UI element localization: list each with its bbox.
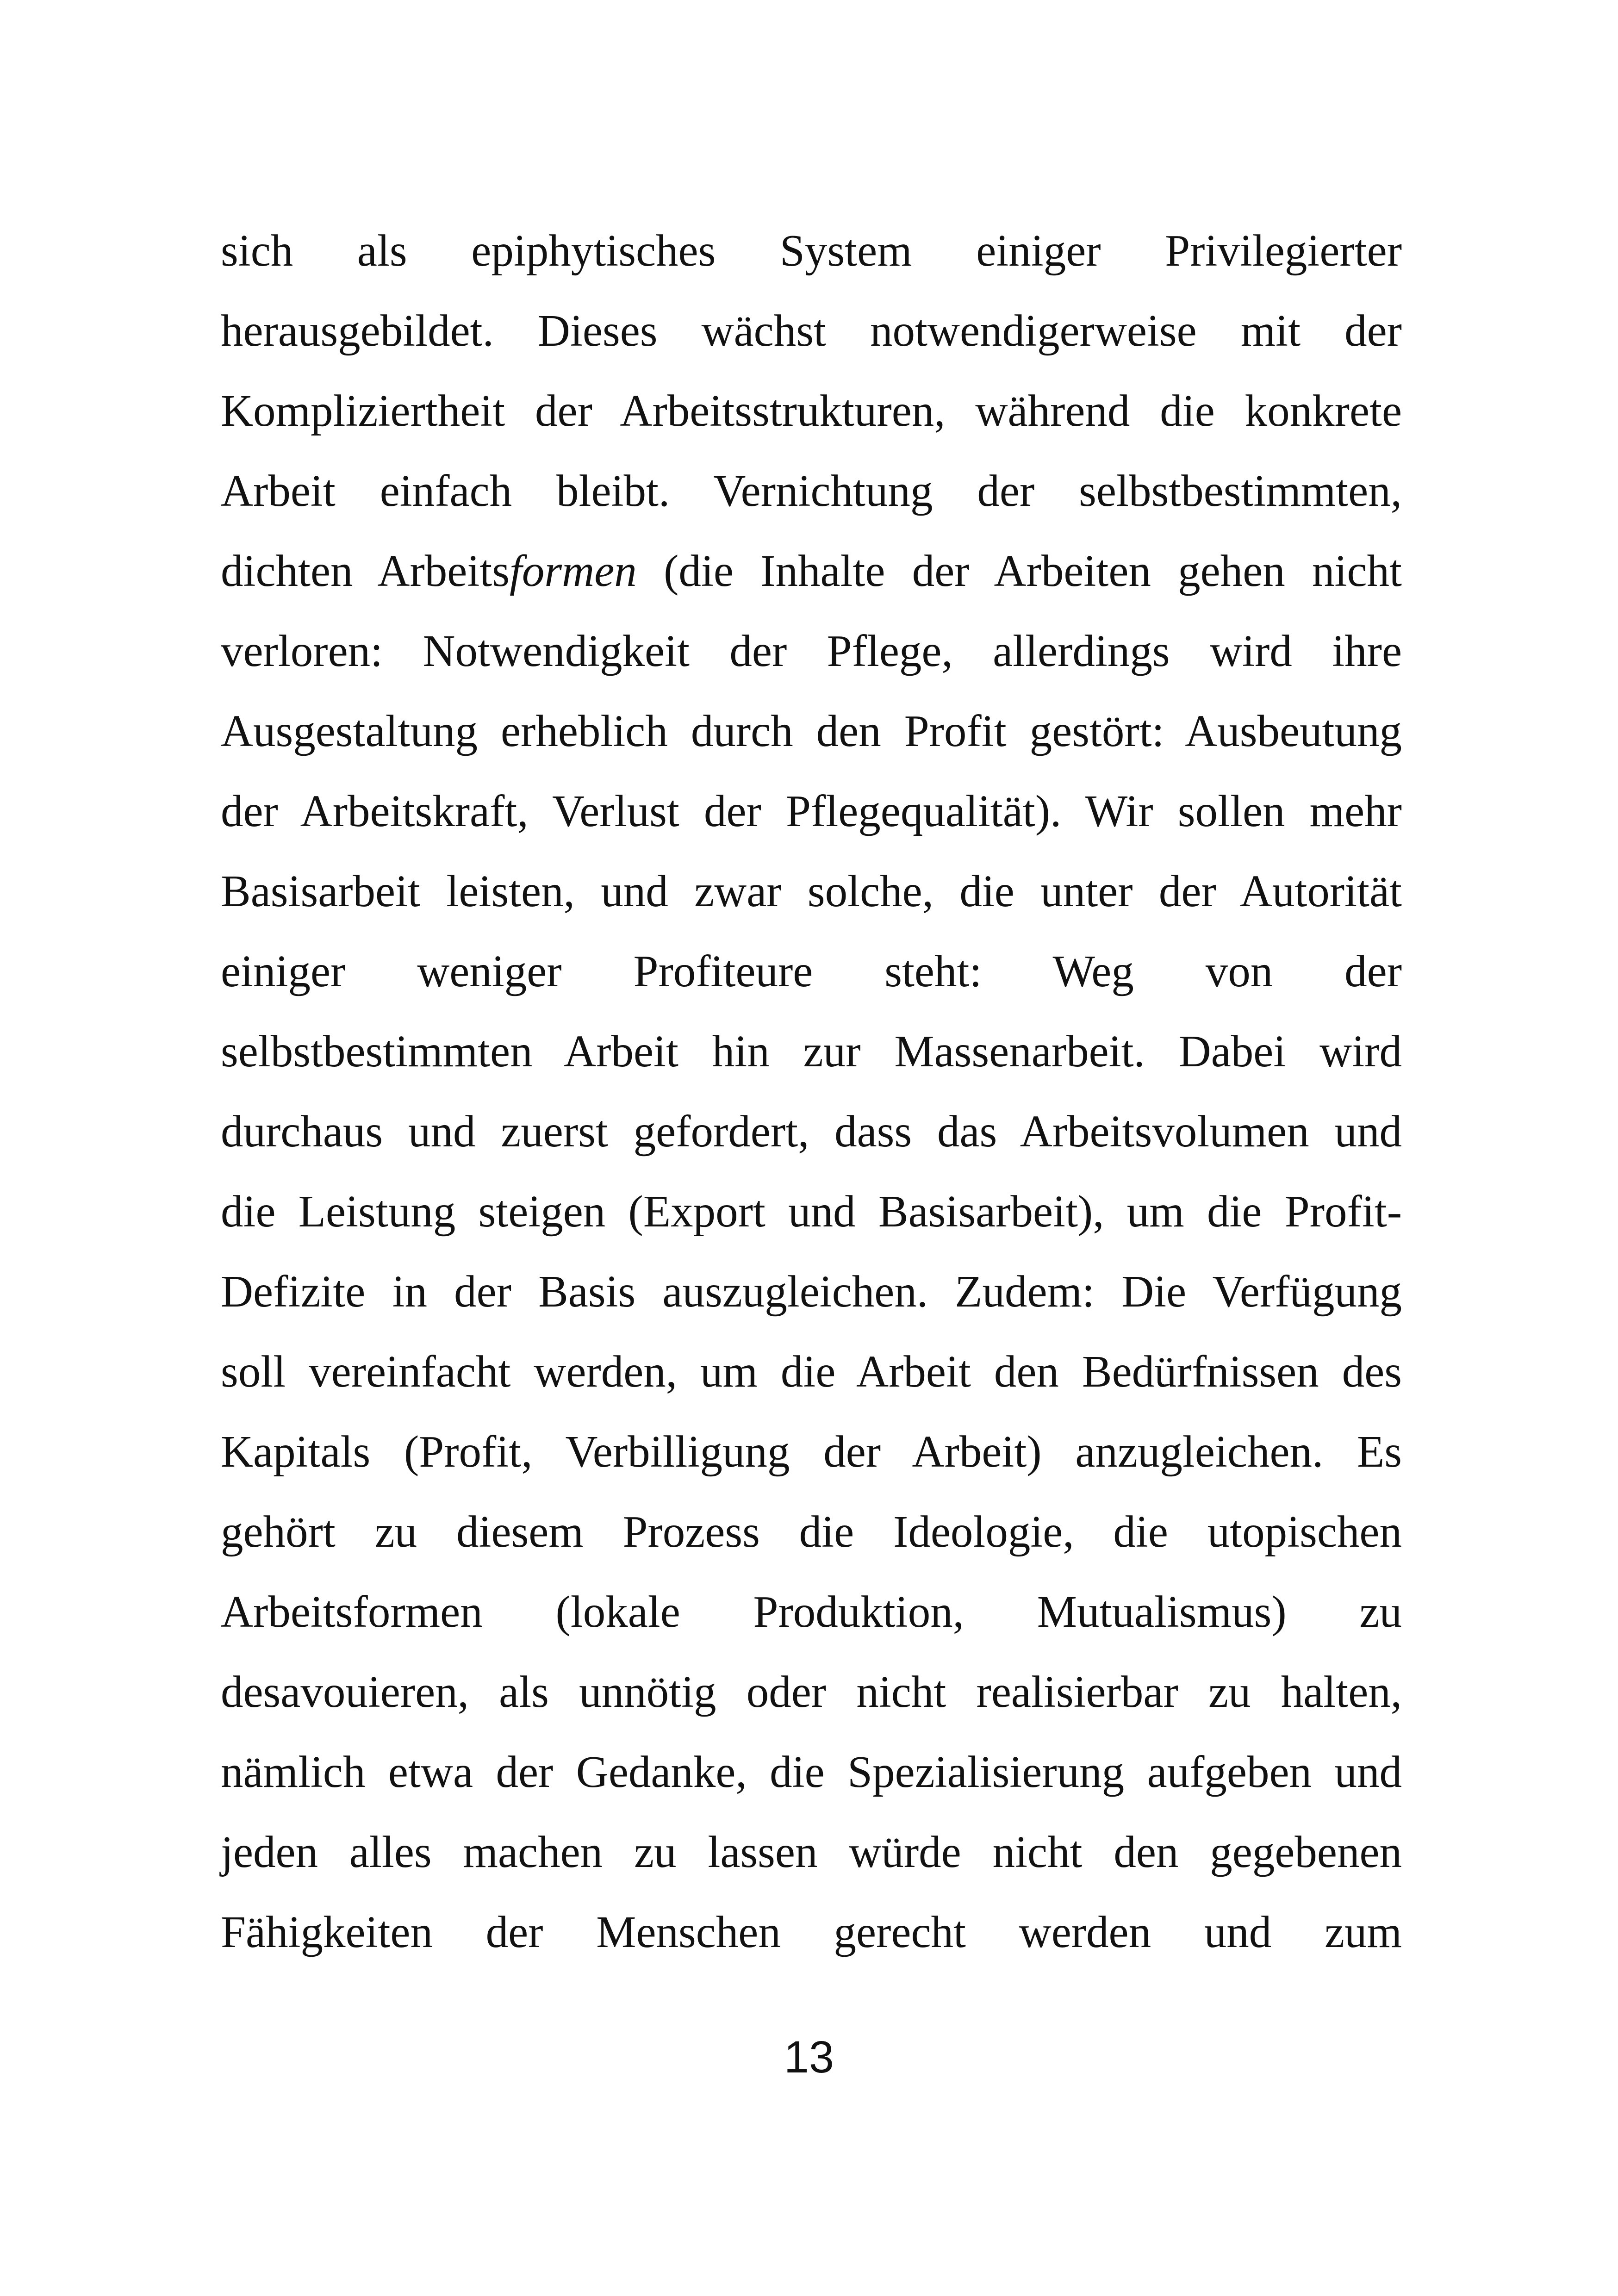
page-number: 13 [784, 2032, 834, 2082]
text-line: Basisarbeit leisten, und zwar solche, die unter der Autorität [221, 866, 1402, 916]
text-line: sich als epiphytisches System einiger Privilegierter [221, 226, 1402, 275]
text-line: herausgebildet. Dieses wächst notwendigerweise mit der [221, 306, 1402, 355]
text-line: Arbeitsformen (lokale Produktion, Mutualismus) zu [221, 1587, 1402, 1636]
text-line: jeden alles machen zu lassen würde nicht den gegebenen [221, 1827, 1402, 1877]
text-line: durchaus und zuerst gefordert, dass das Arbeitsvolumen und [221, 1107, 1402, 1156]
text-line: der Arbeitskraft, Verlust der Pflegequalität). Wir sollen mehr [221, 786, 1402, 836]
text-line: Arbeit einfach bleibt. Vernichtung der selbstbestimmten, [221, 466, 1402, 516]
text-line: Fähigkeiten der Menschen gerecht werden und zum [221, 1907, 1402, 1957]
text-line: nämlich etwa der Gedanke, die Spezialisierung aufgeben und [221, 1747, 1402, 1797]
text-line: Kapitals (Profit, Verbilligung der Arbeit) anzugleichen. Es [221, 1427, 1402, 1476]
text-line: soll vereinfacht werden, um die Arbeit den Bedürfnissen des [221, 1347, 1402, 1396]
text-line: Ausgestaltung erheblich durch den Profit gestört: Ausbeutung [221, 706, 1402, 756]
text-line: Kompliziertheit der Arbeitsstrukturen, während die konkrete [221, 386, 1402, 436]
emphasis-text: formen [509, 546, 637, 596]
text-line: gehört zu diesem Prozess die Ideologie, die utopischen [221, 1507, 1402, 1556]
text-segment: (die Inhalte der Arbeiten gehen nicht [636, 546, 1402, 596]
text-segment: dichten Arbeits [221, 546, 510, 596]
text-line [221, 531, 1402, 611]
body-text [221, 211, 1402, 1972]
text-line: die Leistung steigen (Export und Basisarbeit), um die Profit- [221, 1187, 1402, 1236]
text-line: desavouieren, als unnötig oder nicht realisierbar zu halten, [221, 1667, 1402, 1717]
text-line: selbstbestimmten Arbeit hin zur Massenarbeit. Dabei wird [221, 1027, 1402, 1076]
text-line: Defizite in der Basis auszugleichen. Zudem: Die Verfügung [221, 1267, 1402, 1316]
text-line: einiger weniger Profiteure steht: Weg von der [221, 946, 1402, 996]
text-line: verloren: Notwendigkeit der Pflege, allerdings wird ihre [221, 626, 1402, 676]
